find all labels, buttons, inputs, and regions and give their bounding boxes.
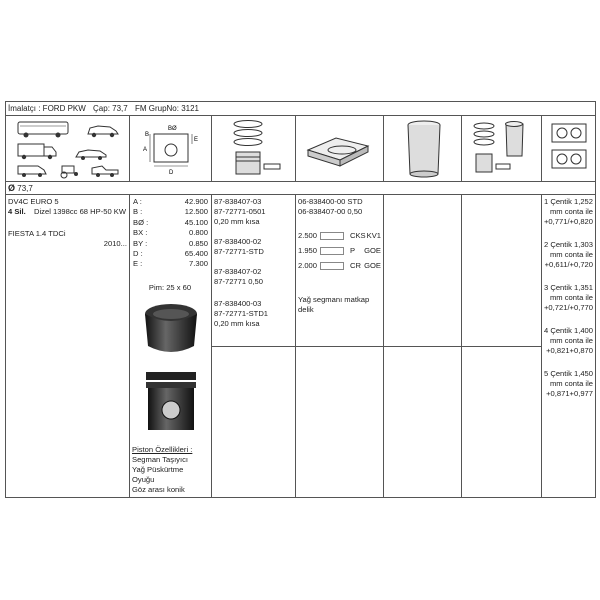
piston-diagram-cell	[130, 116, 212, 181]
notch-line-1: 3 Çentik 1,351	[544, 283, 593, 292]
vehicles-cell	[6, 116, 130, 181]
piston-rings-icon	[212, 116, 296, 182]
notch-line-3: +0,821+0,870	[546, 346, 593, 355]
diagram-label-d: D	[169, 170, 174, 176]
notch-line-2: mm conta ile	[549, 336, 593, 345]
piston-features-title: Piston Özellikleri :	[132, 445, 193, 454]
notch-line-1: 2 Çentik 1,303	[544, 240, 593, 249]
dimension-value: 7.300	[188, 259, 208, 269]
dimension-value: 45.100	[184, 217, 208, 227]
notch-line-1: 5 Çentik 1,450	[544, 369, 593, 378]
head-gasket-icon	[542, 116, 595, 182]
dimensions-column	[130, 195, 212, 497]
piston-photo-icon	[140, 300, 202, 444]
notch-line-1: 4 Çentik 1,400	[544, 326, 593, 335]
notch-line-3: +0,871+0,977	[546, 389, 593, 398]
group-number-label: FM GrupNo: 3121	[134, 104, 199, 113]
ring-material: GOE	[364, 246, 381, 255]
engine-column	[6, 195, 130, 497]
diagram-label-b: B	[145, 132, 150, 138]
liner-cell	[384, 116, 462, 181]
dimension-label: BØ :	[133, 217, 149, 227]
row-divider	[212, 346, 542, 347]
ring-type: CKS	[350, 231, 366, 240]
cylinder-liner-icon	[384, 116, 462, 182]
gasket-cell	[542, 116, 595, 181]
piston-dimension-diagram	[130, 116, 212, 182]
part-number: 87-838407-03	[214, 197, 262, 206]
part-number: 0,20 mm kısa	[214, 319, 260, 328]
ring-size: 2.000	[298, 261, 318, 270]
dimension-label: BX :	[133, 228, 148, 238]
detail-body	[6, 195, 595, 497]
dimension-label: E :	[133, 259, 143, 269]
notch-line-2: mm conta ile	[549, 379, 593, 388]
dimension-value: 0.800	[188, 228, 208, 238]
ring-material: KV1	[366, 231, 381, 240]
liner-kit-cell	[462, 116, 542, 181]
dimension-label: B :	[133, 207, 143, 217]
diagram-label-e: E	[194, 137, 199, 143]
part-number: 87-72771 0,50	[214, 277, 263, 286]
notch-line-2: mm conta ile	[549, 293, 593, 302]
ring-profile-icon	[320, 232, 344, 240]
dimension-label: BY :	[133, 238, 148, 248]
engine-model: FIESTA 1.4 TDCi	[8, 229, 66, 238]
parts-catalog-sheet	[5, 101, 596, 498]
piston-feature-line: Yağ Püskürtme	[132, 465, 184, 474]
engine-code: DV4C EURO 5	[8, 197, 59, 206]
dimension-value: 42.900	[184, 197, 208, 206]
engine-cylinders: 4 Sil.	[8, 207, 26, 216]
diameter-value: 73,7	[17, 184, 33, 193]
diameter-row	[6, 182, 595, 195]
ring-profile-icon	[320, 262, 344, 270]
part-number: 0,20 mm kısa	[214, 217, 260, 226]
header-row	[6, 102, 595, 116]
ring-material: GOE	[364, 261, 381, 270]
ring-code-std: 06-838400-00 STD	[298, 197, 363, 206]
piston-kit-cell	[212, 116, 296, 181]
part-number: 87-72771-0501	[214, 207, 266, 216]
diameter-symbol: Ø	[8, 183, 16, 193]
part-number: 87-838400-03	[214, 299, 262, 308]
ring-size: 2.500	[298, 231, 318, 240]
ring-set-cell	[296, 116, 384, 181]
ring-type: P	[350, 246, 356, 255]
engine-description: Dizel 1398cc 68 HP-50 KW	[34, 207, 127, 216]
liner-kit-icon	[462, 116, 542, 182]
notch-line-3: +0,771/+0,820	[544, 217, 593, 226]
piston-feature-line: Göz arası konik	[132, 485, 185, 494]
ring-code-050: 06-838407-00 0,50	[298, 207, 363, 216]
ring-note-line-1: Yağ segmanı matkap	[298, 295, 370, 304]
dimension-value: 12.500	[184, 207, 208, 217]
dimension-value: 65.400	[184, 249, 208, 258]
part-number: 87-72771-STD1	[214, 309, 269, 318]
ring-type: CR	[350, 261, 361, 270]
ring-size: 1.950	[298, 246, 318, 255]
piston-feature-line: Oyuğu	[132, 475, 155, 484]
piston-feature-line: Segman Taşıyıcı	[132, 455, 188, 464]
engine-year: 2010...	[103, 239, 127, 248]
manufacturer-label: İmalatçı : FORD PKW	[8, 104, 86, 113]
dimension-label: A :	[133, 197, 142, 206]
part-number: 87-838407-02	[214, 267, 262, 276]
notch-line-1: 1 Çentik 1,252	[544, 197, 593, 206]
ring-profile-icon	[320, 247, 344, 255]
part-number: 87-72771-STD	[214, 247, 264, 256]
image-row	[6, 116, 595, 182]
dimension-label: D :	[133, 249, 143, 258]
dimension-value: 0.850	[188, 238, 208, 248]
diagram-label-a: A	[143, 147, 148, 153]
diameter-label: Çap: 73,7	[93, 104, 128, 113]
part-number: 87-838400-02	[214, 237, 262, 246]
ring-set-icon	[296, 116, 384, 182]
notch-line-3: +0,611/+0,720	[544, 260, 593, 269]
notch-line-2: mm conta ile	[549, 207, 593, 216]
notch-line-2: mm conta ile	[549, 250, 593, 259]
notch-line-3: +0,721/+0,770	[544, 303, 593, 312]
vehicles-icon	[6, 116, 130, 182]
pin-size: Pim: 25 x 60	[148, 283, 192, 292]
diagram-label-bo: BØ	[168, 126, 177, 132]
notch-column	[542, 195, 595, 497]
ring-note-line-2: delik	[298, 305, 314, 314]
